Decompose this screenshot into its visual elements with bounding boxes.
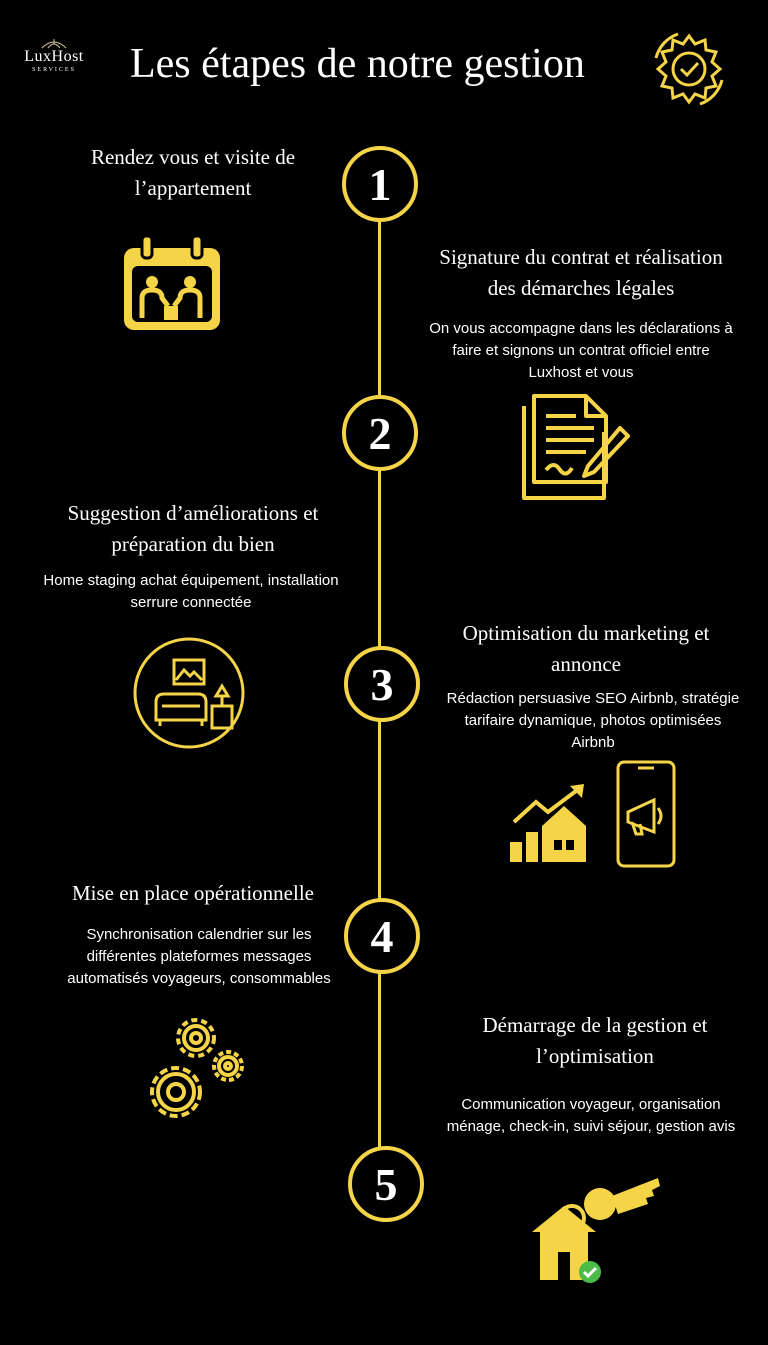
gear-check-icon bbox=[648, 28, 730, 110]
step-5-title-line: Démarrage de la gestion et bbox=[482, 1013, 708, 1037]
crown-ornament-icon bbox=[40, 38, 68, 50]
step-4-title-line: Mise en place opérationnelle bbox=[72, 881, 314, 905]
step-2-desc-line: faire et signons un contrat officiel entre bbox=[452, 342, 710, 359]
step-5-desc-line: ménage, check-in, suivi séjour, gestion avis bbox=[446, 1118, 736, 1135]
step-marketing-title-line: Optimisation du marketing et bbox=[462, 621, 710, 645]
step-4-desc-line: automatisés voyageurs, consommables bbox=[67, 970, 331, 987]
step-3-description bbox=[14, 570, 368, 614]
step-marketing-title bbox=[416, 618, 756, 680]
calendar-meeting-icon bbox=[122, 234, 222, 332]
step-marketing-desc-line: Rédaction persuasive SEO Airbnb, stratégie bbox=[446, 690, 740, 707]
gears-icon bbox=[136, 1010, 248, 1130]
step-5-title-line: l’optimisation bbox=[536, 1044, 654, 1068]
step-2-desc-line: Luxhost et vous bbox=[528, 364, 634, 381]
step-4-desc-line: différentes plateformes messages bbox=[86, 948, 312, 965]
smartphone-megaphone-icon bbox=[616, 760, 676, 868]
page-title: Les étapes de notre gestion bbox=[130, 41, 585, 87]
step-2-description bbox=[400, 318, 762, 384]
step-4-title bbox=[30, 878, 356, 909]
step-5-title bbox=[440, 1010, 750, 1072]
step-2-title-line: des démarches légales bbox=[487, 276, 675, 300]
step-marketing-desc-line: Airbnb bbox=[571, 734, 615, 751]
step-number-2: 2 bbox=[342, 395, 418, 471]
living-room-icon bbox=[132, 636, 246, 750]
step-number-5: 5 bbox=[348, 1146, 424, 1222]
brand-logo bbox=[14, 38, 94, 86]
step-2-title bbox=[400, 242, 762, 304]
step-marketing-title-line: annonce bbox=[551, 652, 621, 676]
step-number-4: 4 bbox=[344, 898, 420, 974]
step-3-title-line: Suggestion d’améliorations et bbox=[67, 501, 319, 525]
step-number-1: 1 bbox=[342, 146, 418, 222]
contract-signature-icon bbox=[520, 392, 632, 502]
step-5-desc-line: Communication voyageur, organisation bbox=[461, 1096, 721, 1113]
step-marketing-desc-line: tarifaire dynamique, photos optimisées bbox=[464, 712, 722, 729]
step-2-desc-line: On vous accompagne dans les déclarations à bbox=[429, 320, 733, 337]
logo-subtext: SERVICES bbox=[32, 67, 76, 73]
step-2-title-line: Signature du contrat et réalisation bbox=[439, 245, 723, 269]
step-3-title-line: préparation du bien bbox=[111, 532, 275, 556]
step-1-title-line: l’appartement bbox=[134, 176, 252, 200]
step-3-desc-line: Home staging achat équipement, installation bbox=[43, 572, 339, 589]
step-number-3: 3 bbox=[344, 646, 420, 722]
step-1-title-line: Rendez vous et visite de bbox=[90, 145, 296, 169]
step-1-title bbox=[28, 142, 358, 204]
step-4-desc-line: Synchronisation calendrier sur les bbox=[86, 926, 312, 943]
step-3-desc-line: serrure connectée bbox=[130, 594, 252, 611]
step-5-description bbox=[418, 1094, 764, 1138]
house-key-icon bbox=[524, 1170, 664, 1286]
step-4-description bbox=[34, 924, 364, 990]
step-marketing-description bbox=[418, 688, 768, 754]
marketing-growth-icon bbox=[508, 782, 600, 864]
step-3-title bbox=[20, 498, 366, 560]
logo-text: LuxHost bbox=[24, 48, 84, 65]
